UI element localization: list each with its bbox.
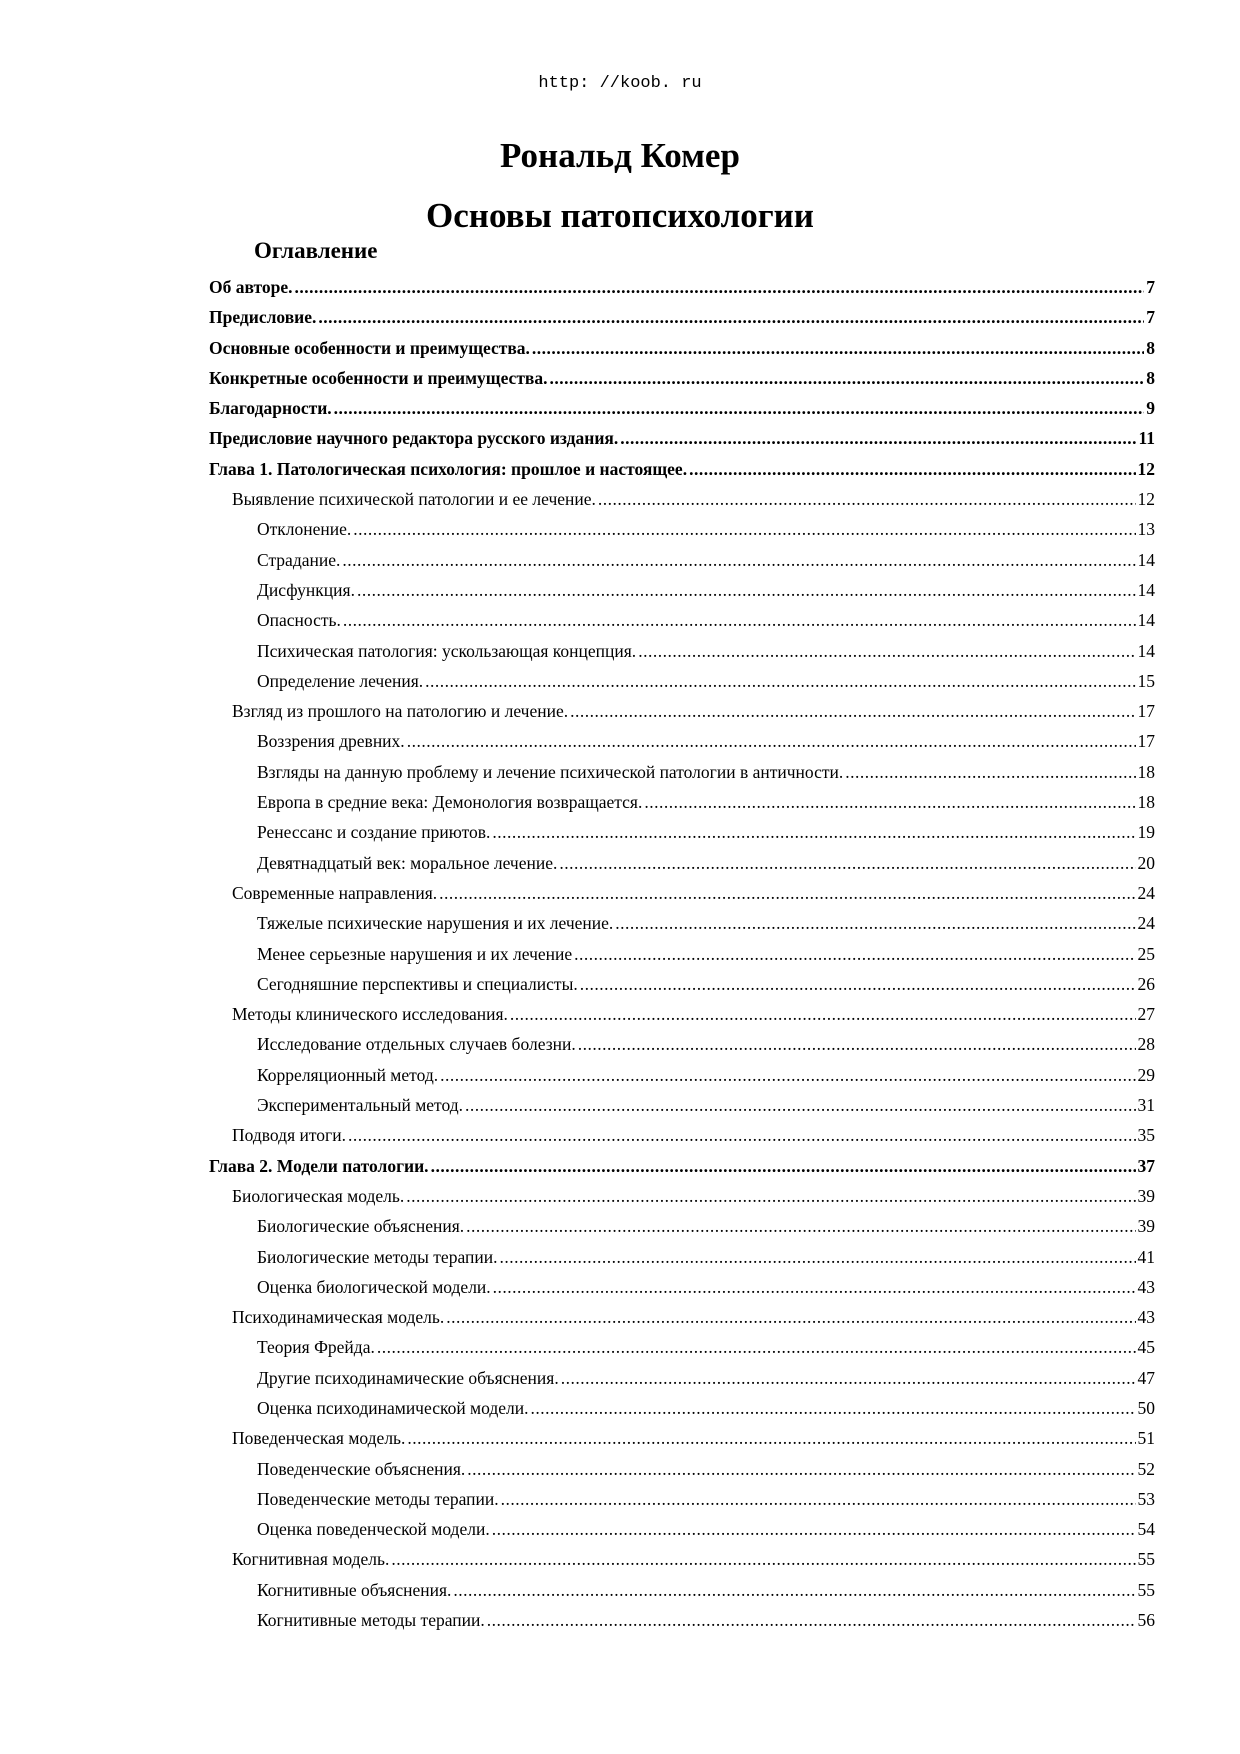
- toc-entry-title: Опасность.: [257, 610, 341, 631]
- toc-entry-title: Методы клинического исследования.: [232, 1004, 508, 1025]
- dot-leader: [377, 1332, 1136, 1362]
- toc-entry-page-number: 12: [1137, 458, 1155, 479]
- toc-entry-title: Европа в средние века: Демонология возвращается.: [257, 792, 643, 813]
- toc-entry-page-number: 20: [1137, 852, 1155, 873]
- toc-entry-page-number: 56: [1137, 1610, 1155, 1631]
- toc-entry-title: Поведенческие методы терапии.: [257, 1488, 499, 1509]
- toc-entry-title: Когнитивные объяснения.: [257, 1579, 452, 1600]
- toc-entry[interactable]: [209, 726, 1155, 756]
- toc-entry-page-number: 18: [1137, 761, 1155, 782]
- toc-entry[interactable]: [209, 696, 1155, 726]
- toc-entry[interactable]: [209, 1332, 1155, 1362]
- toc-entry-title: Психическая патология: ускользающая концепция.: [257, 640, 637, 661]
- dot-leader: [466, 1211, 1135, 1241]
- toc-entry[interactable]: [209, 908, 1155, 938]
- toc-entry-page-number: 35: [1137, 1125, 1155, 1146]
- toc-entry-page-number: 26: [1137, 973, 1155, 994]
- toc-entry-title: Определение лечения.: [257, 670, 424, 691]
- toc-entry[interactable]: [209, 484, 1155, 514]
- toc-entry[interactable]: [209, 454, 1155, 484]
- toc-entry-page-number: 39: [1137, 1185, 1155, 1206]
- toc-entry-page-number: 27: [1137, 1004, 1155, 1025]
- dot-leader: [501, 1484, 1136, 1514]
- toc-entry[interactable]: [209, 1363, 1155, 1393]
- dot-leader: [353, 514, 1135, 544]
- dot-leader: [499, 1242, 1135, 1272]
- toc-entry-page-number: 14: [1137, 549, 1155, 570]
- dot-leader: [407, 1423, 1135, 1453]
- toc-entry-title: Менее серьезные нарушения и их лечение: [257, 943, 573, 964]
- toc-entry-page-number: 24: [1137, 913, 1155, 934]
- dot-leader: [510, 999, 1136, 1029]
- toc-entry[interactable]: [209, 545, 1155, 575]
- toc-entry[interactable]: [209, 1120, 1155, 1150]
- table-of-contents: [209, 272, 1155, 1635]
- toc-entry-page-number: 50: [1137, 1397, 1155, 1418]
- toc-entry-page-number: 17: [1137, 731, 1155, 752]
- toc-entry[interactable]: [209, 1544, 1155, 1574]
- dot-leader: [334, 393, 1145, 423]
- dot-leader: [342, 545, 1135, 575]
- toc-entry[interactable]: [209, 757, 1155, 787]
- dot-leader: [845, 757, 1135, 787]
- dot-leader: [493, 1272, 1136, 1302]
- toc-entry[interactable]: [209, 1393, 1155, 1423]
- toc-entry-title: Биологические объяснения.: [257, 1216, 465, 1237]
- toc-entry-page-number: 39: [1137, 1216, 1155, 1237]
- toc-entry-title: Предисловие.: [209, 307, 317, 328]
- toc-entry-title: Тяжелые психические нарушения и их лечение.: [257, 913, 614, 934]
- dot-leader: [465, 1090, 1136, 1120]
- toc-entry[interactable]: [209, 1454, 1155, 1484]
- toc-entry-title: Корреляционный метод.: [257, 1064, 439, 1085]
- toc-entry-page-number: 43: [1137, 1276, 1155, 1297]
- toc-entry[interactable]: [209, 939, 1155, 969]
- toc-entry[interactable]: [209, 1272, 1155, 1302]
- toc-entry-title: Основные особенности и преимущества.: [209, 337, 530, 358]
- toc-entry-title: Девятнадцатый век: моральное лечение.: [257, 852, 558, 873]
- toc-entry-page-number: 14: [1137, 579, 1155, 600]
- toc-entry-page-number: 55: [1137, 1579, 1155, 1600]
- dot-leader: [343, 605, 1136, 635]
- toc-entry-page-number: 54: [1137, 1519, 1155, 1540]
- dot-leader: [620, 423, 1136, 453]
- toc-entry[interactable]: [209, 272, 1155, 302]
- toc-entry-title: Конкретные особенности и преимущества.: [209, 367, 548, 388]
- dot-leader: [446, 1302, 1135, 1332]
- toc-entry-title: Об авторе.: [209, 277, 293, 297]
- dot-leader: [487, 1605, 1136, 1635]
- toc-entry-page-number: 55: [1137, 1549, 1155, 1570]
- dot-leader: [559, 848, 1135, 878]
- dot-leader: [406, 1181, 1135, 1211]
- toc-entry-title: Когнитивная модель.: [232, 1549, 390, 1570]
- dot-leader: [580, 969, 1136, 999]
- toc-entry-title: Глава 2. Модели патологии.: [209, 1155, 429, 1176]
- toc-entry[interactable]: [209, 1302, 1155, 1332]
- toc-entry-page-number: 8: [1146, 337, 1155, 358]
- toc-entry-page-number: 43: [1137, 1307, 1155, 1328]
- toc-entry-title: Глава 1. Патологическая психология: прошлое и настоящее.: [209, 458, 688, 479]
- dot-leader: [492, 817, 1135, 847]
- dot-leader: [439, 878, 1135, 908]
- dot-leader: [492, 1514, 1136, 1544]
- dot-leader: [638, 636, 1135, 666]
- toc-entry-title: Биологические методы терапии.: [257, 1246, 498, 1267]
- toc-entry-page-number: 51: [1137, 1428, 1155, 1449]
- toc-entry[interactable]: [209, 1484, 1155, 1514]
- toc-entry[interactable]: [209, 1575, 1155, 1605]
- book-author: Рональд Комер: [500, 136, 740, 175]
- dot-leader: [561, 1363, 1136, 1393]
- dot-leader: [644, 787, 1135, 817]
- dot-leader: [689, 454, 1135, 484]
- dot-leader: [453, 1575, 1135, 1605]
- toc-entry-title: Взгляд из прошлого на патологию и лечение.: [232, 701, 569, 722]
- toc-entry-page-number: 52: [1137, 1458, 1155, 1479]
- toc-entry[interactable]: [209, 1605, 1155, 1635]
- dot-leader: [598, 484, 1136, 514]
- toc-entry-title: Предисловие научного редактора русского издания.: [209, 428, 619, 449]
- dot-leader: [550, 363, 1145, 393]
- toc-entry-title: Поведенческие объяснения.: [257, 1458, 466, 1479]
- toc-entry-title: Страдание.: [257, 549, 341, 570]
- toc-entry-page-number: 17: [1137, 701, 1155, 722]
- toc-entry-page-number: 13: [1137, 519, 1155, 540]
- dot-leader: [425, 666, 1135, 696]
- toc-entry-title: Экспериментальный метод.: [257, 1095, 463, 1116]
- toc-entry-page-number: 14: [1137, 640, 1155, 661]
- toc-entry-page-number: 18: [1137, 792, 1155, 813]
- toc-entry-page-number: 45: [1137, 1337, 1155, 1358]
- toc-entry[interactable]: [209, 817, 1155, 847]
- toc-entry[interactable]: [209, 1060, 1155, 1090]
- toc-entry[interactable]: [209, 393, 1155, 423]
- dot-leader: [357, 575, 1136, 605]
- toc-entry-page-number: 31: [1137, 1095, 1155, 1116]
- toc-entry[interactable]: [209, 878, 1155, 908]
- dot-leader: [467, 1454, 1135, 1484]
- toc-entry-title: Когнитивные методы терапии.: [257, 1610, 485, 1631]
- dot-leader: [318, 302, 1144, 332]
- toc-entry-title: Оценка биологической модели.: [257, 1276, 491, 1297]
- toc-entry[interactable]: [209, 636, 1155, 666]
- toc-entry-page-number: 14: [1137, 610, 1155, 631]
- toc-entry[interactable]: [209, 302, 1155, 332]
- toc-entry-page-number: 24: [1137, 882, 1155, 903]
- toc-entry[interactable]: [209, 363, 1155, 393]
- toc-entry[interactable]: [209, 969, 1155, 999]
- toc-entry-title: Взгляды на данную проблему и лечение психической патологии в античности.: [257, 761, 844, 782]
- toc-entry-page-number: 19: [1137, 822, 1155, 843]
- dot-leader: [440, 1060, 1135, 1090]
- dot-leader: [348, 1120, 1136, 1150]
- toc-entry[interactable]: [209, 1090, 1155, 1120]
- dot-leader: [407, 726, 1136, 756]
- toc-entry-page-number: 8: [1146, 367, 1155, 388]
- book-title: Основы патопсихологии: [426, 196, 814, 235]
- toc-entry-page-number: 9: [1146, 398, 1155, 419]
- toc-entry-title: Дисфункция.: [257, 579, 355, 600]
- toc-entry-page-number: 12: [1137, 489, 1155, 510]
- toc-entry-page-number: 29: [1137, 1064, 1155, 1085]
- toc-entry[interactable]: [209, 1423, 1155, 1453]
- toc-entry-page-number: 37: [1137, 1155, 1155, 1176]
- toc-entry-title: Подводя итоги.: [232, 1125, 346, 1146]
- dot-leader: [295, 272, 1145, 302]
- dot-leader: [531, 1393, 1136, 1423]
- toc-entry[interactable]: [209, 1514, 1155, 1544]
- toc-entry-page-number: 53: [1137, 1488, 1155, 1509]
- source-url[interactable]: http: //koob. ru: [538, 74, 702, 93]
- toc-entry[interactable]: [209, 514, 1155, 544]
- toc-entry-title: Биологическая модель.: [232, 1185, 405, 1206]
- toc-entry[interactable]: [209, 605, 1155, 635]
- toc-entry-title: Оценка поведенческой модели.: [257, 1519, 490, 1540]
- toc-entry-page-number: 7: [1146, 277, 1155, 297]
- toc-entry-page-number: 25: [1137, 943, 1155, 964]
- toc-entry-title: Исследование отдельных случаев болезни.: [257, 1034, 576, 1055]
- toc-entry[interactable]: [209, 666, 1155, 696]
- toc-entry-page-number: 41: [1137, 1246, 1155, 1267]
- toc-entry-title: Сегодняшние перспективы и специалисты.: [257, 973, 578, 994]
- toc-entry[interactable]: [209, 848, 1155, 878]
- toc-entry-title: Благодарности.: [209, 398, 332, 419]
- toc-entry-title: Другие психодинамические объяснения.: [257, 1367, 559, 1388]
- toc-entry[interactable]: [209, 575, 1155, 605]
- dot-leader: [570, 696, 1135, 726]
- toc-entry-page-number: 15: [1137, 670, 1155, 691]
- dot-leader: [615, 908, 1135, 938]
- toc-entry[interactable]: [209, 1151, 1155, 1181]
- toc-entry-title: Оценка психодинамической модели.: [257, 1397, 529, 1418]
- toc-entry-title: Современные направления.: [232, 882, 438, 903]
- toc-entry-title: Воззрения древних.: [257, 731, 405, 752]
- toc-entry-page-number: 28: [1137, 1034, 1155, 1055]
- toc-entry-title: Психодинамическая модель.: [232, 1307, 445, 1328]
- dot-leader: [578, 1029, 1136, 1059]
- toc-entry[interactable]: [209, 1029, 1155, 1059]
- toc-entry-title: Выявление психической патологии и ее лечение.: [232, 489, 596, 510]
- toc-heading: Оглавление: [254, 238, 378, 263]
- toc-entry-page-number: 11: [1138, 428, 1155, 449]
- toc-entry[interactable]: [209, 1242, 1155, 1272]
- toc-entry[interactable]: [209, 1211, 1155, 1241]
- dot-leader: [391, 1544, 1135, 1574]
- toc-entry-page-number: 47: [1137, 1367, 1155, 1388]
- dot-leader: [431, 1151, 1136, 1181]
- toc-entry-page-number: 7: [1146, 307, 1155, 328]
- toc-entry[interactable]: [209, 423, 1155, 453]
- toc-entry[interactable]: [209, 999, 1155, 1029]
- toc-entry-title: Поведенческая модель.: [232, 1428, 406, 1449]
- toc-entry[interactable]: [209, 1181, 1155, 1211]
- dot-leader: [532, 333, 1144, 363]
- toc-entry[interactable]: [209, 787, 1155, 817]
- toc-entry-title: Отклонение.: [257, 519, 352, 540]
- toc-entry-title: Ренессанс и создание приютов.: [257, 822, 491, 843]
- toc-entry[interactable]: [209, 333, 1155, 363]
- toc-entry-title: Теория Фрейда.: [257, 1337, 375, 1358]
- dot-leader: [574, 939, 1135, 969]
